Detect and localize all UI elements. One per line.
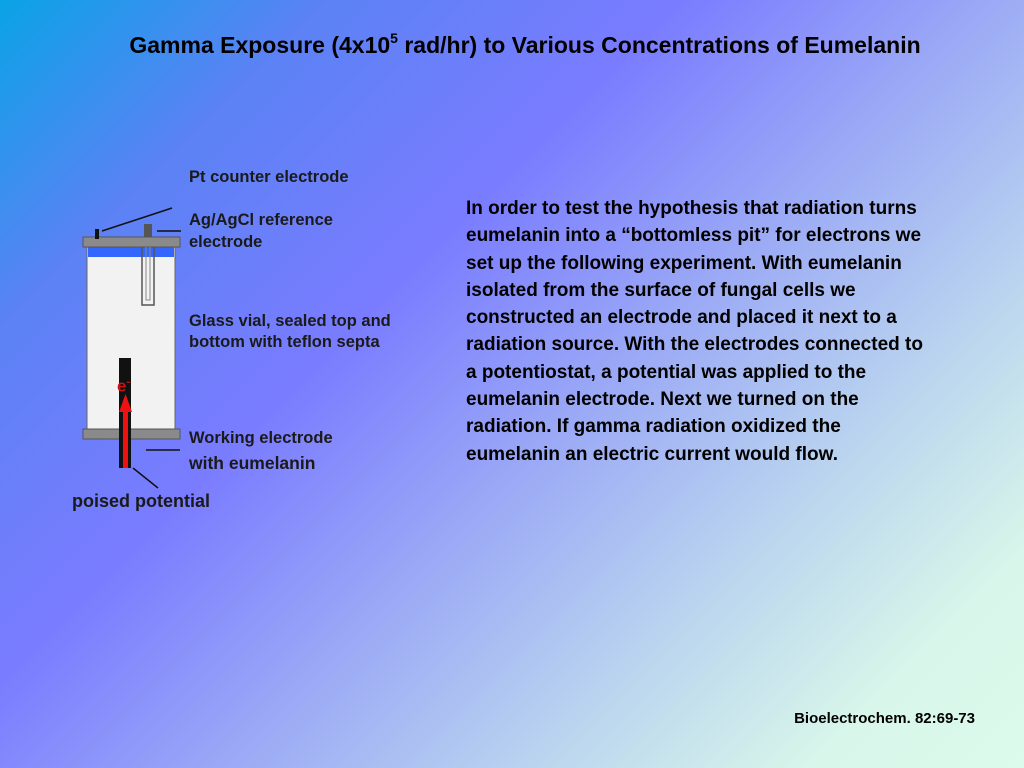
vial-label-line2: bottom with teflon septa — [189, 333, 380, 351]
electron-label: e- — [117, 376, 131, 396]
leader-poised — [133, 468, 158, 488]
leader-pt — [102, 208, 172, 231]
bottom-septum — [83, 429, 180, 439]
title-prefix: Gamma Exposure (4x10 — [129, 32, 391, 58]
working-electrode-label-line2: with eumelanin — [189, 453, 316, 473]
title-exponent: 5 — [390, 30, 398, 46]
title-suffix: rad/hr) to Various Concentrations of Eumelanin — [397, 32, 921, 58]
cell-drawing — [0, 0, 460, 560]
pt-counter-electrode — [95, 229, 99, 239]
reference-electrode-label-line1: Ag/AgCl reference — [189, 211, 333, 229]
working-electrode-label-line1: Working electrode — [189, 429, 333, 447]
reference-electrode-cap — [144, 224, 152, 237]
description-text: In order to test the hypothesis that radiation turns eumelanin into a “bottomless pit” for electrons we set up the following experiment. With eumelanin isolated from the surface of fungal cells we constructed an electrode and placed it next to a radiation source. With the electrodes connected to a potentiostat, a potential was applied to the eumelanin electrode. Next we turned on the radiation. If gamma radiation oxidized the eumelanin an electric current would flow. — [466, 198, 923, 465]
description-paragraph — [466, 195, 936, 468]
electrochemical-cell-diagram — [0, 0, 460, 560]
citation: Bioelectrochem. 82:69-73 — [794, 710, 975, 727]
electron-arrow-shaft — [123, 408, 128, 468]
vial-label-line1: Glass vial, sealed top and — [189, 312, 391, 330]
poised-potential-label: poised potential — [72, 491, 211, 511]
liquid-top — [88, 247, 174, 257]
pt-counter-electrode-label: Pt counter electrode — [189, 168, 349, 186]
reference-electrode-label-line2: electrode — [189, 233, 263, 251]
